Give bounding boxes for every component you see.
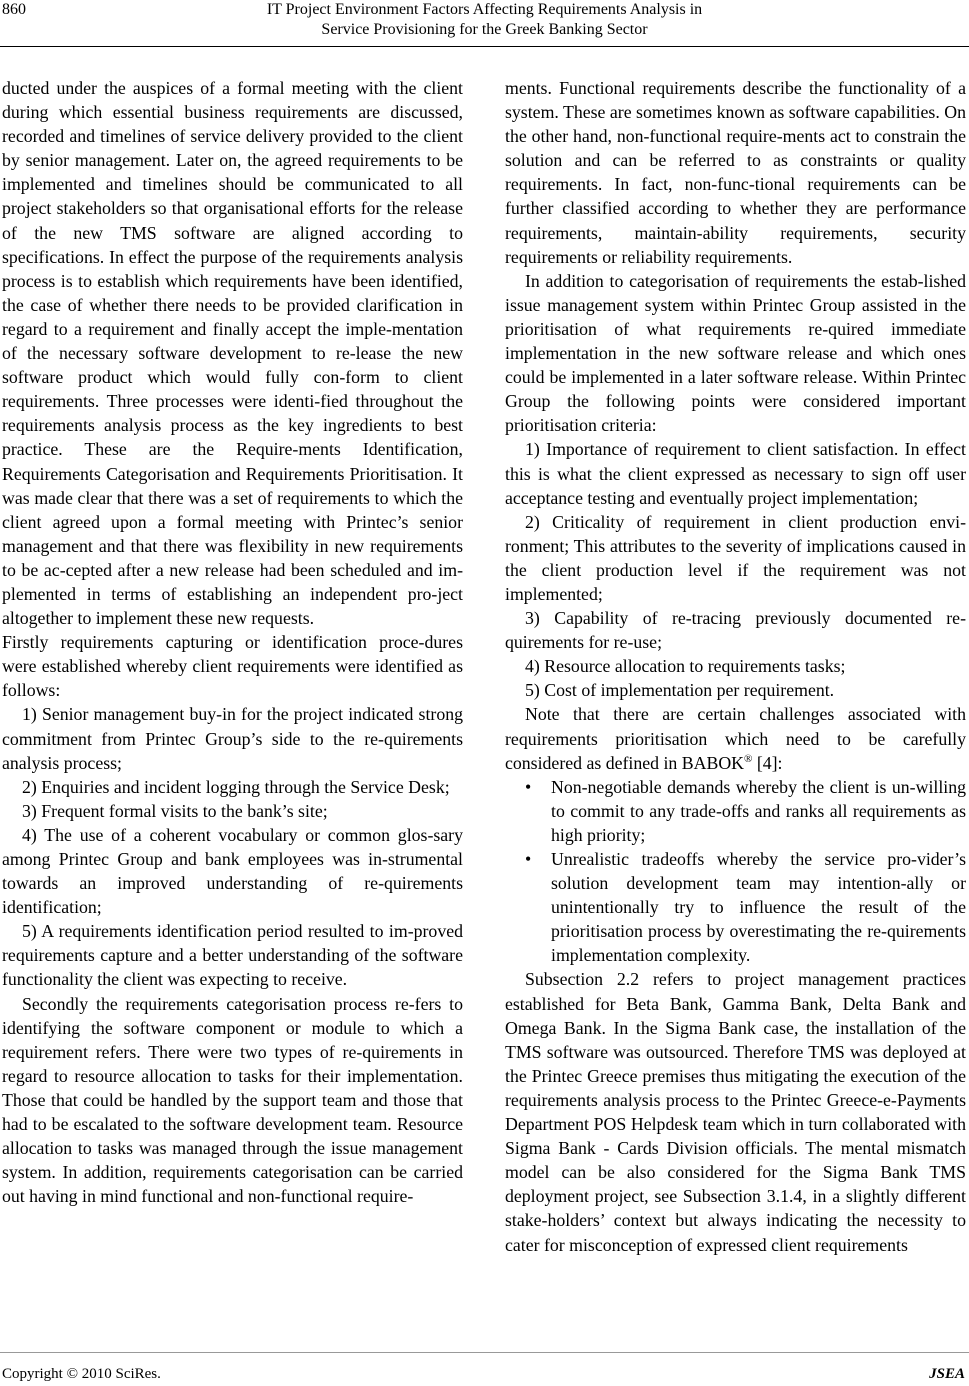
list-item: 4) The use of a coherent vocabulary or common glos-sary among Printec Group and bank employees was in-strumental towards an improved understanding of re-quirements identification; [2, 824, 463, 918]
bullet-text: Non-negotiable demands whereby the client is un-willing to commit to any trade-offs and ranks all requirements as high priority; [551, 776, 966, 845]
bullet-item [505, 775, 966, 847]
bullet-icon: • [525, 849, 532, 869]
list-item: 1) Senior management buy-in for the project indicated strong commitment from Printec Group’s side to the re-quirements analysis process; [2, 704, 463, 773]
journal-name: JSEA [929, 1366, 965, 1382]
bullet-text: Unrealistic tradeoffs whereby the service pro-vider’s solution development team may intention-ally or unintentionally try to influence the result of the prioritisation process by overestimating the re-quirements implementation complexity. [551, 849, 966, 966]
list-item: 3) Capability of re-tracing previously documented re-quirements for re-use; [505, 608, 966, 653]
list-item: 5) A requirements identification period resulted to im-proved requirements capture and a better understanding of the software functionality the client was expecting to receive. [2, 921, 463, 990]
paragraph [505, 702, 966, 774]
paragraph: Subsection 2.2 refers to project management practices established for Beta Bank, Gamma Bank, Delta Bank and Omega Bank. In the Sigma Bank case, the installation of the TMS software was outsourced. Therefore TMS was deployed at the Printec Greece premises thus mitigating the execution of the requirements analysis process to the Printec Greece-e-Payments Department POS Helpdesk team which in turn collaborated with Sigma Bank - Cards Division officials. The mental mismatch model can be also considered for the Sigma Bank TMS deployment project, see Subsection 3.1.4, in a slightly different stake-holders’ context but always indicating the necessity to cater for misconception of expressed client requirements [505, 969, 966, 1255]
list-item: 4) Resource allocation to requirements tasks; [525, 656, 846, 677]
bullet-item [505, 847, 966, 967]
bullet-icon: • [525, 776, 532, 797]
paragraph: Secondly the requirements categorisation process re-fers to identifying the software component or module to which a requirement refers. There were two types of re-quirements in regard to resource allocation to tasks for their implementation. Those that could be handled by the support team and those that had to be escalated to the software development team. Resource allocation to tasks was managed through the issue management system. In addition, requirements categorisation can be carried out having in mind functional and non-functional require- [2, 993, 463, 1207]
text-run: Note that there are certain challenges associated with requirements prioritisation which need to be carefully considered as defined in BABOK [505, 704, 966, 773]
footer-divider [0, 1352, 969, 1353]
paragraph: ments. Functional requirements describe the functionality of a system. These are sometimes known as software capabilities. On the other hand, non-functional require-ments act to constrain the solution and can be referred to as constraints or quality requirements. In fact, non-func-tional requirements can be further classified according to whether they are performance requirements, maintain-ability requirements, security requirements or reliability requirements. [505, 78, 966, 267]
copyright: Copyright © 2010 SciRes. [2, 1366, 161, 1382]
list-item: 2) Criticality of requirement in client production envi-ronment; This attributes to the severity of implications caused in the client production level if the requirement was not implemented; [505, 511, 966, 604]
paragraph: Firstly requirements capturing or identification proce-dures were established whereby client requirements were identified as follows: [2, 632, 463, 701]
paragraph: In addition to categorisation of requirements the estab-lished issue management system within Printec Group assisted in the prioritisation of what requirements re-quired immediate implementation in the new software release and which ones could be implemented in a later software release. Within Printec Group the following points were considered important prioritisation criteria: [505, 270, 966, 436]
paragraph: ducted under the auspices of a formal meeting with the client during which essential business requirements are discussed, recorded and timelines of service delivery provided to the client by senior management. Later on, the agreed requirements to be implemented and timelines should be communicated to all project stakeholders so that organisational efforts for the release of the new TMS software are aligned according to specifications. In effect the purpose of the requirements analysis process is to establish which requirements have been identified, the case of whether there needs to be provided clarification in regard to a requirement and finally accept the imple-mentation of the necessary software development to re-lease the new software product which would fully con-form to client requirements. Three processes were identi-fied throughout the requirements analysis process as the key ingredients to best practice. These are the Require-ments Identification, Requirements Categorisation and Requirements Prioritisation. It was made clear that there was a set of requirements to which the client agreed upon a formal meeting with Printec’s senior management and that there was flexibility in new requirements to be ac-cepted after a new release had been scheduled and im-plemented in terms of establishing an independent pro-ject altogether to implement these new requests. [2, 78, 463, 629]
list-item: 5) Cost of implementation per requirement. [525, 680, 835, 701]
header-divider [0, 46, 969, 47]
bullet-list [505, 775, 966, 968]
registered-mark: ® [744, 752, 753, 765]
page-number: 860 [2, 1, 26, 18]
list-item: 3) Frequent formal visits to the bank’s site; [22, 800, 328, 821]
left-column [2, 76, 463, 1208]
running-header-line2: Service Provisioning for the Greek Banking Sector [321, 21, 648, 38]
running-header-line1: IT Project Environment Factors Affecting Requirements Analysis in [266, 1, 703, 18]
list-item: 2) Enquiries and incident logging through the Service Desk; [22, 776, 450, 797]
running-header [0, 0, 969, 40]
right-column [505, 76, 966, 1257]
list-item: 1) Importance of requirement to client satisfaction. In effect this is what the client expressed as necessary to sign off user acceptance testing and eventually project implementation; [505, 439, 966, 508]
text-run: [4]: [752, 752, 783, 773]
